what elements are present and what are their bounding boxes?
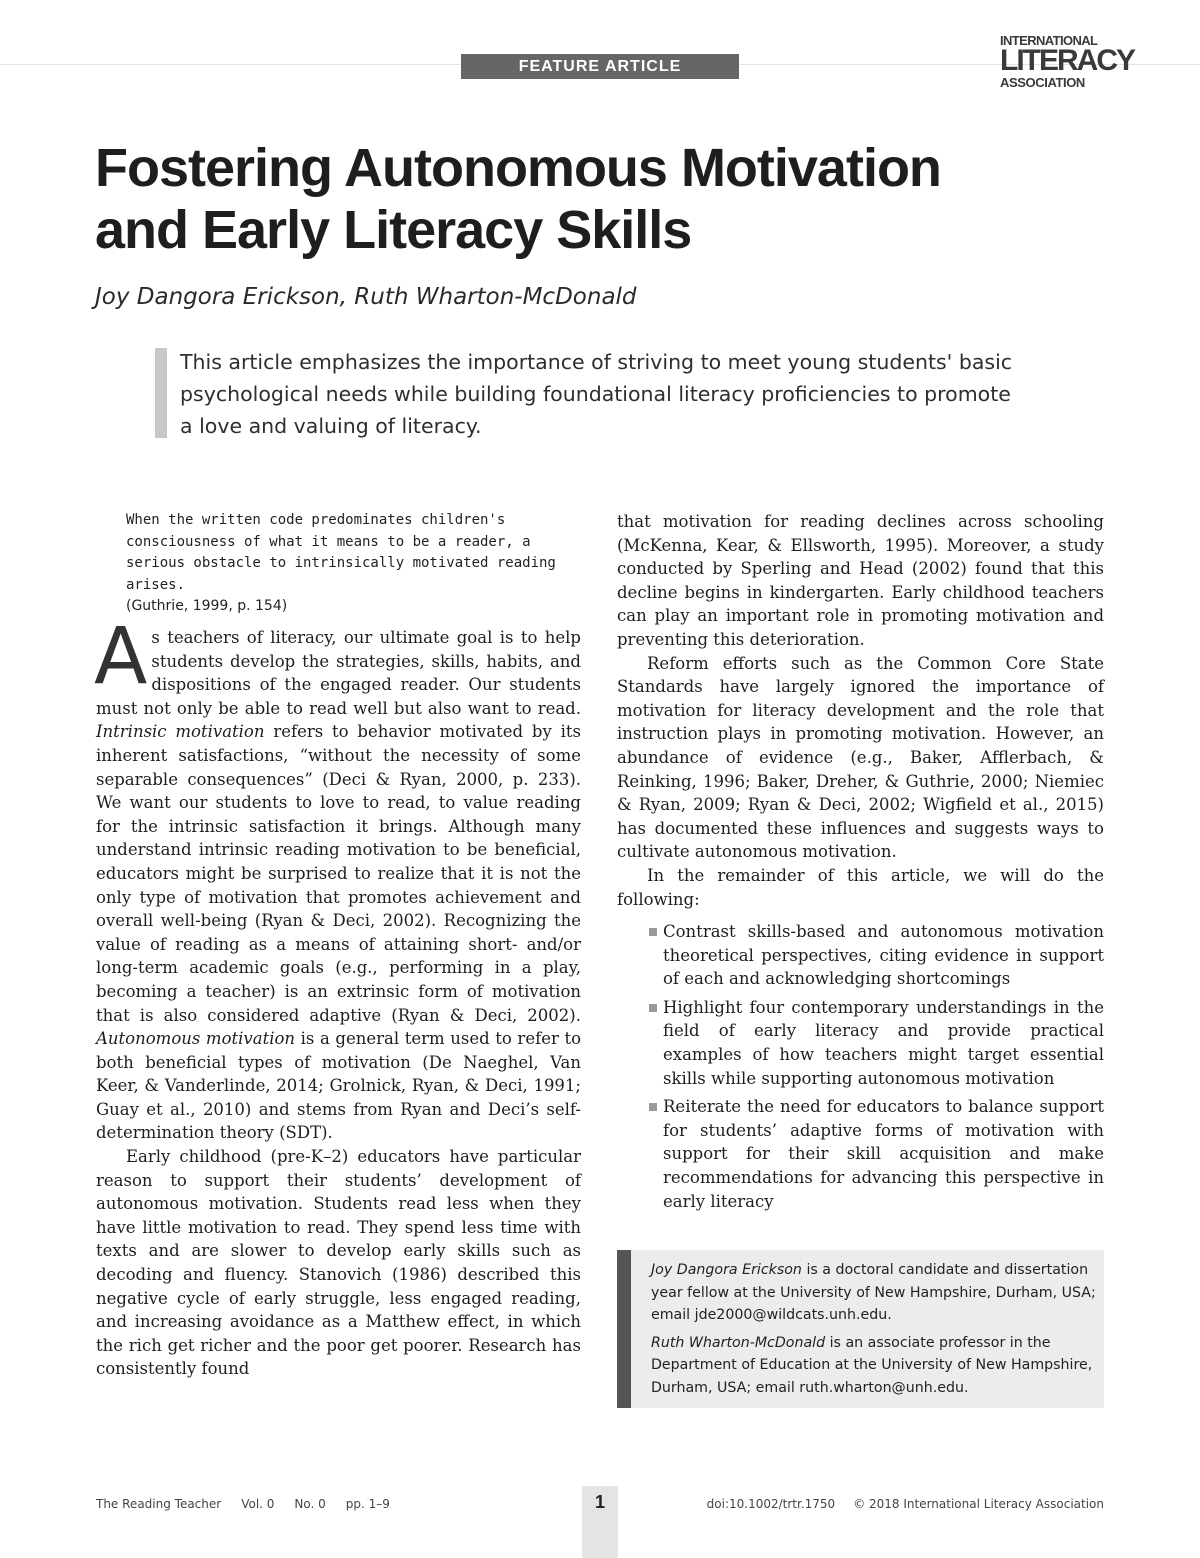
title-line-2: and Early Literacy Skills	[95, 200, 692, 260]
footer-journal-info	[96, 1497, 410, 1511]
footer-copyright: © 2018 International Literacy Association	[853, 1497, 1104, 1511]
p1-text-a: s teachers of literacy, our ultimate goal is to help students develop the strategies, skills, habits, and dispositions of the engaged reader. Our students must not only be able to read well but also want to read.	[96, 628, 581, 718]
outline-list	[617, 920, 1104, 1213]
article-abstract: This article emphasizes the importance of striving to meet young students' basic psychological needs while building foundational literacy proficiencies to promote a love and valuing of literacy.	[180, 350, 1013, 438]
body-paragraph-4: Reform efforts such as the Common Core State Standards have largely ignored the importance of motivation for literacy development and the role that instruction plays in promoting motivation. However, an abundance of evidence (e.g., Baker, Afflerbach, & Reinking, 1996; Baker, Dreher, & Guthrie, 2000; Niemiec & Ryan, 2009; Ryan & Deci, 2002; Wigfield et al., 2015) has documented these influences and suggests ways to cultivate autonomous motivation.	[617, 653, 1104, 862]
term-autonomous-motivation: Autonomous motivation	[96, 1029, 296, 1049]
p1-text-b: refers to behavior motivated by its inherent satisfactions, “without the necessity of some separable consequences” (Deci & Ryan, 2000, p. 233). We want our students to love to read, to value reading for the intrinsic satisfaction it brings. Although many understand intrinsic reading motivation to be beneficial, educators might be surprised to realize that it is not the only type of motivation that promotes achievement and overall well-being (Ryan & Deci, 2002). Recognizing the value of reading as a means of attaining short- and/or long-term academic goals (e.g., performing in a play, becoming a teacher) is an extrinsic form of motivation that is also considered adaptive (Ryan & Deci, 2002).	[96, 722, 581, 1025]
list-item	[617, 1095, 1104, 1213]
square-bullet-icon	[649, 1103, 657, 1111]
body-paragraph-1	[94, 612, 582, 1145]
list-item	[617, 920, 1104, 991]
left-column	[94, 612, 582, 1381]
square-bullet-icon	[649, 1004, 657, 1012]
bio-author-1-name: Joy Dangora Erickson	[651, 1262, 802, 1278]
body-paragraph-3: that motivation for reading declines across schooling (McKenna, Kear, & Ellsworth, 1995). Moreover, a study conducted by Sperling and Head (2002) found that this decline begins in kindergarten. Early childhood teachers can play an important role in promoting motivation and preventing this deterioration.	[617, 512, 1104, 649]
term-intrinsic-motivation: Intrinsic motivation	[96, 722, 265, 742]
bio-author-2-text: is an associate professor in the Department of Education at the University of New Hampshire, Durham, USA; email ruth.wharton@unh.edu.	[651, 1334, 1093, 1396]
logo-line-2: LITERACY	[1000, 44, 1134, 77]
author-bio-box	[617, 1250, 1104, 1408]
footer-pages: pp. 1–9	[345, 1497, 390, 1511]
list-item-text: Contrast skills-based and autonomous motivation theoretical perspectives, citing evidence in support of each and acknowledging shortcomings	[663, 922, 1104, 989]
bio-author-2	[651, 1332, 1096, 1400]
logo-line-1: INTERNATIONAL	[1000, 33, 1098, 48]
bio-text	[651, 1259, 1096, 1404]
article-title	[95, 137, 1055, 261]
footer-journal: The Reading Teacher	[96, 1497, 222, 1511]
footer-doi: doi:10.1002/trtr.1750	[706, 1497, 836, 1511]
bio-author-1-text: is a doctoral candidate and dissertation year fellow at the University of New Hampshire, Durham, USA; email jde2000@wildcats.unh.edu.	[651, 1262, 1096, 1323]
logo-line-3: ASSOCIATION	[1000, 74, 1085, 90]
title-line-1: Fostering Autonomous Motivation	[95, 138, 941, 198]
article-authors: Joy Dangora Erickson, Ruth Wharton-McDonald	[95, 284, 637, 310]
footer-citation	[689, 1497, 1104, 1511]
p1-text-c: is a general term used to refer to both beneficial types of motivation (De Naeghel, Van Keer, & Vanderlinde, 2014; Grolnick, Ryan, & Deci, 1991; Guay et al., 2010) and stems from Ryan and Deci’s self-determination theory (SDT).	[96, 1029, 582, 1143]
right-column	[617, 510, 1104, 1218]
bio-author-2-name: Ruth Wharton-McDonald	[651, 1334, 826, 1351]
page-number: 1	[594, 1492, 605, 1512]
bio-accent-bar	[617, 1250, 631, 1408]
body-paragraph-5: In the remainder of this article, we will do the following:	[617, 865, 1104, 909]
body-paragraph-2: Early childhood (pre-K–2) educators have particular reason to support their students’ development of autonomous motivation. Students read less when they have little motivation to read. They spend less time with texts and are slower to develop early skills such as decoding and fluency. Stanovich (1986) described this negative cycle of early struggle, less engaged reading, and increasing avoidance as a Matthew effect, in which the rich get richer and the poor get poorer. Research has consistently found	[96, 1147, 581, 1379]
epigraph	[126, 510, 581, 618]
ila-logo	[1000, 33, 1134, 90]
bio-author-1	[651, 1259, 1096, 1327]
section-label: FEATURE ARTICLE	[461, 54, 739, 79]
list-item-text: Reiterate the need for educators to balance support for students’ adaptive forms of motivation with support for their skill acquisition and make recommendations for advancing this perspective in early literacy	[663, 1097, 1104, 1211]
epigraph-quote: When the written code predominates children's consciousness of what it means to be a reader, a serious obstacle to intrinsically motivated reading arises.	[126, 512, 556, 593]
epigraph-citation: (Guthrie, 1999, p. 154)	[126, 598, 288, 614]
square-bullet-icon	[649, 928, 657, 936]
footer-number: No. 0	[294, 1497, 326, 1511]
page-number-tab	[582, 1486, 618, 1558]
abstract-accent-bar	[155, 348, 167, 438]
list-item-text: Highlight four contemporary understandings in the field of early literacy and provide practical examples of how teachers might target essential skills while supporting autonomous motivation	[663, 997, 1104, 1088]
list-item	[617, 996, 1104, 1090]
footer-volume: Vol. 0	[241, 1497, 275, 1511]
drop-cap: A	[94, 612, 148, 702]
